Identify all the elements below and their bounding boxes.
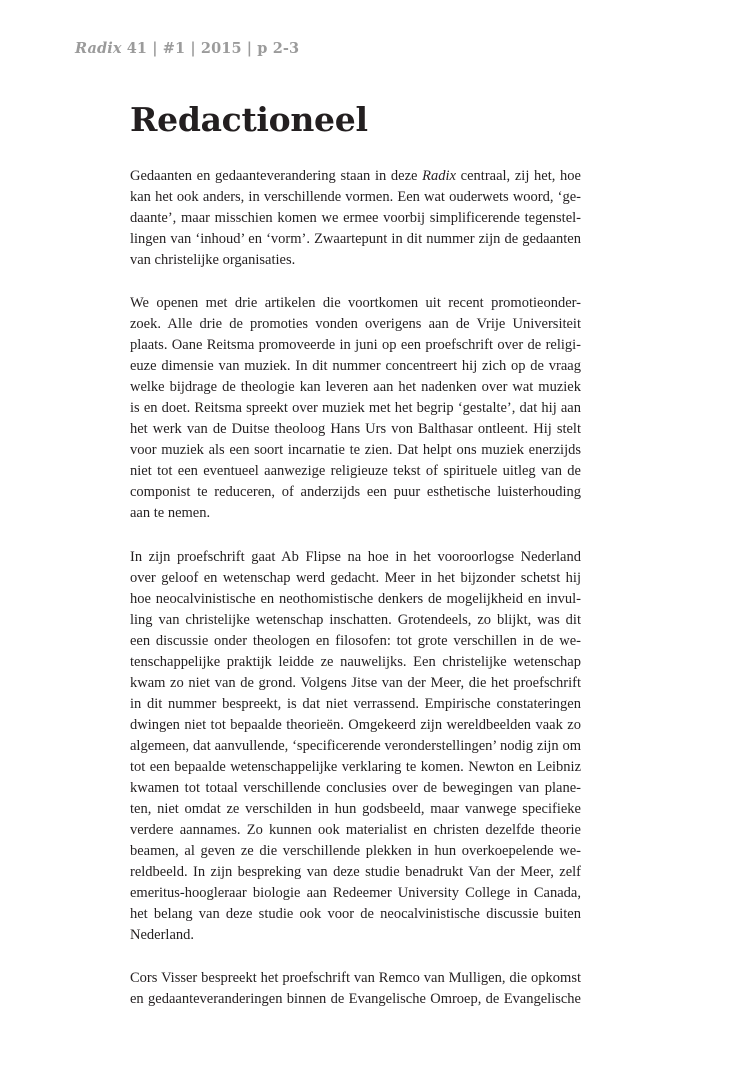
text-line: [130, 841, 581, 862]
text-run: euze dimensie van muziek. In dit nummer concentreert hij zich op de vraag: [130, 358, 581, 375]
text-line: [130, 589, 581, 610]
text-run: hoe neocalvinistische en neothomistische denkers de mogelijkheid en invul-: [130, 590, 581, 607]
text-line: [130, 356, 581, 377]
text-run: kan het ook anders, in verschillende vormen. Een wat ouderwets woord, ‘ge-: [130, 189, 581, 205]
text-run: verdere aannames. Zo kunnen ook materialist en christen dezelfde theorie: [130, 821, 581, 838]
text-run: emeritus-hoogleraar biologie aan Redeemer University College in Canada,: [130, 884, 581, 901]
text-run: het werk van de Duitse theoloog Hans Urs von Balthasar ontleent. Hij stelt: [130, 421, 581, 438]
text-line: [130, 736, 581, 757]
text-run: dwingen niet tot bepaalde theorieën. Omgekeerd zijn wereldbeelden vaak zo: [130, 716, 581, 733]
text-run: tot een bepaalde wetenschappelijke verklaring te komen. Newton en Leibniz: [130, 758, 581, 775]
text-line: [130, 398, 581, 419]
text-line: [130, 547, 581, 568]
text-line: [130, 715, 581, 736]
text-run: beamen, al geven ze die verschillende plekken in hun overkoepelende we-: [130, 842, 581, 859]
text-run: over geloof en wetenschap werd gedacht. Meer in het bijzonder schetst hij: [130, 569, 581, 586]
journal-name: Radix: [75, 40, 122, 57]
text-line: [130, 925, 581, 946]
text-line: [130, 568, 581, 589]
text-line: [130, 229, 581, 250]
text-run: in dit nummer bespreekt, is dat niet verrassend. Empirische constateringen: [130, 695, 581, 712]
text-run: het belang van deze studie ook voor de neocalvinistische discussie buiten: [130, 905, 581, 922]
text-run: ten, niet omdat ze verschilden in hun godsbeeld, maar vanwege specifieke: [130, 800, 581, 817]
text-run: Cors Visser bespreekt het proefschrift van Remco van Mulligen, die opkomst: [130, 970, 581, 987]
text-line: [130, 461, 581, 482]
text-line: [130, 904, 581, 925]
text-line: [130, 757, 581, 778]
paragraph: [130, 968, 581, 1010]
text-run: componist te reduceren, of anderzijds een puur esthetische luisterhouding: [130, 484, 581, 501]
text-run: Nederland.: [130, 926, 195, 943]
text-run: aan te nemen.: [130, 505, 211, 522]
text-run: In zijn proefschrift gaat Ab Flipse na hoe in het vooroorlogse Nederland: [130, 548, 581, 565]
text-line: [130, 778, 581, 799]
text-line: [130, 377, 581, 398]
text-run: reldbeeld. In zijn bespreking van deze studie benadrukt Van der Meer, zelf: [130, 863, 581, 880]
text-run: niet tot een eventueel aanwezige religieuze tekst of spirituele uitleg van de: [130, 463, 581, 480]
text-line: [130, 862, 581, 883]
article-body: [130, 166, 581, 1033]
text-run: We openen met drie artikelen die voortkomen uit recent promotieonder-: [130, 295, 581, 312]
text-run: zoek. Alle drie de promoties vonden overigens aan de Vrije Universiteit: [130, 316, 581, 333]
text-run: Gedaanten en gedaanteverandering staan in deze: [130, 168, 423, 184]
text-run: plaats. Oane Reitsma promoveerde in juni op een proefschrift over de religi-: [130, 337, 581, 354]
text-run: lingen van ‘inhoud’ en ‘vorm’. Zwaartepunt in dit nummer zijn de gedaanten: [130, 231, 581, 247]
text-line: [130, 166, 581, 187]
text-line: [130, 440, 581, 461]
issue-details: 41 | #1 | 2015 | p 2-3: [121, 40, 300, 57]
text-run: daante’, maar misschien komen we ermee voorbij simplificerende tegenstel-: [130, 210, 581, 226]
text-line: [130, 482, 581, 503]
text-line: [130, 989, 581, 1010]
text-line: [130, 208, 581, 229]
text-line: [130, 293, 581, 314]
text-line: [130, 883, 581, 904]
running-header: [75, 40, 299, 57]
text-line: [130, 799, 581, 820]
text-run: centraal, zij het, hoe: [456, 168, 581, 184]
text-run: algemeen, dat aanvullende, ‘specificerende veronderstellingen’ nodig zijn om: [130, 737, 581, 754]
paragraph: [130, 166, 581, 271]
text-line: [130, 314, 581, 335]
text-line: [130, 673, 581, 694]
text-line: [130, 820, 581, 841]
text-line: [130, 335, 581, 356]
text-run: ling van christelijke wetenschap inschatten. Grotendeels, zo blijkt, was dit: [130, 611, 581, 628]
text-run: voor muziek als een soort incarnatie te zien. Dat helpt ons muziek enerzijds: [130, 442, 581, 459]
text-line: [130, 610, 581, 631]
text-run: en gedaanteveranderingen binnen de Evangelische Omroep, de Evangelische: [130, 991, 581, 1008]
text-line: [130, 187, 581, 208]
paragraph: [130, 547, 581, 946]
text-line: [130, 250, 581, 271]
text-run: kwam zo niet van de grond. Volgens Jitse van der Meer, die het proefschrift: [130, 674, 581, 691]
text-line: [130, 631, 581, 652]
paragraph: [130, 293, 581, 524]
text-line: [130, 694, 581, 715]
text-line: [130, 503, 581, 524]
text-line: [130, 652, 581, 673]
text-run: welke bijdrage de theologie kan leveren aan het nadenken over wat muziek: [130, 379, 581, 396]
text-run: een discussie onder theologen en filosofen: tot grote verschillen in de we-: [130, 632, 581, 649]
italic-text: Radix: [422, 168, 456, 184]
page-title: Redactioneel: [130, 100, 368, 139]
text-run: tenschappelijke praktijk leidde ze nauwelijks. Een christelijke wetenschap: [130, 653, 581, 670]
text-line: [130, 419, 581, 440]
text-run: is en doet. Reitsma spreekt over muziek met het begrip ‘gestalte’, dat hij aan: [130, 400, 581, 417]
text-run: van christelijke organisaties.: [130, 252, 296, 268]
text-line: [130, 968, 581, 989]
text-run: kwamen tot totaal verschillende conclusies over de bewegingen van plane-: [130, 779, 581, 796]
